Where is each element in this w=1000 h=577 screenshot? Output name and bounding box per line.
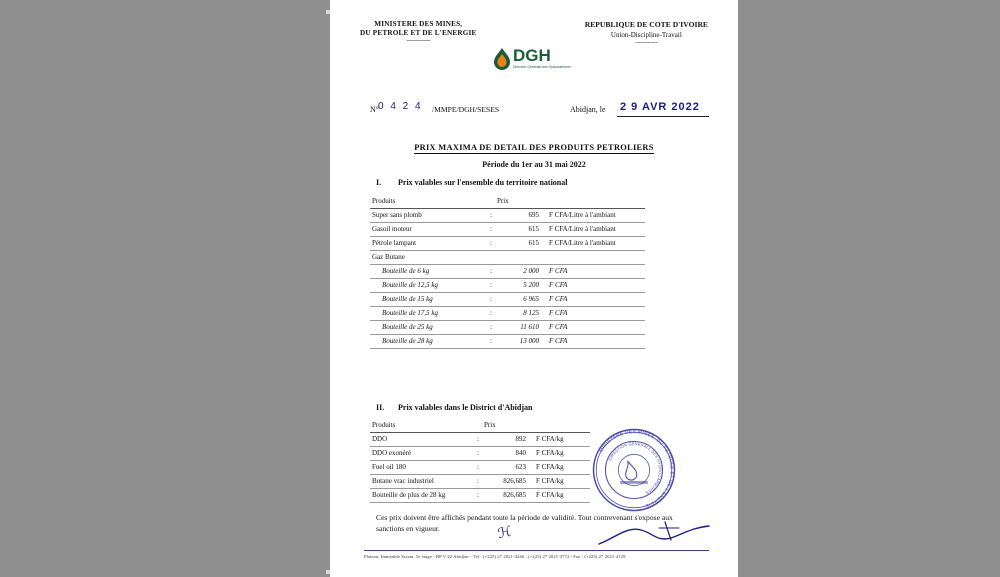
row-colon: : (472, 461, 484, 475)
row-value: 826,685 (484, 475, 532, 489)
col-header-product: Produits (370, 195, 485, 209)
document-page (330, 0, 738, 577)
row-colon: : (485, 209, 497, 223)
row-unit: F CFA (545, 307, 645, 321)
row-unit: F CFA/Litre à l'ambiant (545, 223, 645, 237)
row-value: 623 (484, 461, 532, 475)
document-title: PRIX MAXIMA DE DETAIL DES PRODUITS PETROLIERS (414, 143, 654, 152)
row-value: 2 000 (497, 265, 545, 279)
dgh-logo-wrap (330, 46, 738, 76)
row-product: Gaz Butane (370, 251, 485, 265)
table-header-row (370, 195, 645, 209)
row-unit: F CFA (545, 265, 645, 279)
row-value: 8 125 (497, 307, 545, 321)
row-product: DDO (370, 433, 472, 447)
table-row (370, 209, 645, 223)
reference-number: 0 4 2 4 (378, 101, 423, 112)
republic-block (585, 20, 708, 47)
row-unit: F CFA/kg (532, 433, 590, 447)
row-unit: F CFA (545, 335, 645, 349)
row-product: Bouteille de plus de 28 kg (370, 489, 472, 503)
table-row (370, 447, 590, 461)
row-product: Super sans plomb (370, 209, 485, 223)
section-1-heading: Prix valables sur l'ensemble du territoire national (398, 178, 568, 187)
row-product: Gasoil moteur (370, 223, 485, 237)
row-product: Bouteille de 17,5 kg (370, 307, 485, 321)
initials-signature: ℋ (496, 524, 514, 543)
table-row (370, 279, 645, 293)
row-unit: F CFA (545, 293, 645, 307)
row-colon: : (485, 293, 497, 307)
row-unit: F CFA/kg (532, 461, 590, 475)
row-product: Bouteille de 12,5 kg (370, 279, 485, 293)
validity-note: Ces prix doivent être affichés pendant toute la période de validité. Tout contrevenant s'expose aux sanctions en vigueur. (376, 513, 673, 533)
republic-separator: ------------- (635, 40, 658, 46)
row-product: Butane vrac industriel (370, 475, 472, 489)
table-row (370, 237, 645, 251)
reference-line (370, 101, 700, 123)
row-unit: F CFA/kg (532, 447, 590, 461)
row-colon: : (485, 237, 497, 251)
table-row (370, 251, 645, 265)
row-value (497, 251, 545, 265)
row-colon: : (472, 447, 484, 461)
table-row (370, 321, 645, 335)
row-colon: : (472, 475, 484, 489)
svg-text:MINISTERE DES MINES, DU PETROL: MINISTERE DES MINES, DU PETROLE ET DE L'ENERGIE (598, 429, 675, 509)
row-unit: F CFA (545, 279, 645, 293)
reference-prefix: N° (370, 105, 379, 114)
row-unit: F CFA (545, 321, 645, 335)
row-value: 615 (497, 223, 545, 237)
official-stamp-icon (588, 424, 680, 516)
row-colon: : (485, 223, 497, 237)
flame-drop-icon (493, 48, 511, 70)
row-product: Bouteille de 6 kg (370, 265, 485, 279)
section-1-number: I. (376, 178, 382, 187)
table-row (370, 335, 645, 349)
date-stamp: 2 9 AVR 2022 (620, 101, 700, 113)
row-value: 615 (497, 237, 545, 251)
ministry-line-1: MINISTERE DES MINES, (374, 20, 463, 28)
reference-suffix: /MMPE/DGH/SESES (432, 105, 500, 114)
col-header-product: Produits (370, 419, 472, 433)
row-colon: : (485, 279, 497, 293)
validity-period: Période du 1er au 31 mai 2022 (482, 160, 586, 169)
row-unit (545, 251, 645, 265)
table-row (370, 293, 645, 307)
table-row (370, 223, 645, 237)
svg-text:DIRECTION GENERALE DES HYDROCA: DIRECTION GENERALE DES HYDROCARBURES (608, 442, 662, 495)
row-colon: : (485, 265, 497, 279)
row-colon (485, 251, 497, 265)
row-product: Pétrole lampant (370, 237, 485, 251)
page-right-margin (738, 0, 1000, 577)
logo-subtitle: Direction Générale des Hydrocarbures (513, 65, 571, 69)
document-header (330, 20, 738, 47)
row-colon: : (472, 433, 484, 447)
abidjan-prices (370, 419, 590, 503)
row-colon: : (485, 307, 497, 321)
row-product: Bouteille de 25 kg (370, 321, 485, 335)
col-header-price: Prix (497, 195, 545, 209)
footer-rule (364, 550, 709, 551)
footer-address: Plateau, Immeuble Sciam, 5e étage - BP V 42 Abidjan - Tél : (+225) 27 2021-4246 ; (+225) 27 2021-3772 / Fax : (+225) 27 2021-4129 (364, 554, 626, 559)
col-header-price: Prix (484, 419, 532, 433)
logo-acronym: DGH (513, 46, 551, 65)
table-row (370, 489, 590, 503)
row-colon: : (485, 335, 497, 349)
row-value: 695 (497, 209, 545, 223)
ministry-block (360, 20, 477, 47)
table-header-row (370, 419, 590, 433)
republic-motto: Union-Discipline-Travail (610, 31, 682, 39)
ministry-separator: -------------- (406, 38, 431, 44)
dgh-logo (491, 46, 577, 76)
row-colon: : (472, 489, 484, 503)
row-value: 826,685 (484, 489, 532, 503)
table-row (370, 307, 645, 321)
page-left-margin (0, 0, 330, 577)
ministry-line-2: DU PETROLE ET DE L'ENERGIE (360, 29, 477, 37)
row-value: 840 (484, 447, 532, 461)
row-colon: : (485, 321, 497, 335)
row-value: 892 (484, 433, 532, 447)
table-row (370, 433, 590, 447)
table-row (370, 265, 645, 279)
section-2-heading: Prix valables dans le District d'Abidjan (398, 403, 533, 412)
row-product: Bouteille de 28 kg (370, 335, 485, 349)
date-underline (617, 116, 709, 117)
republic-line-1: REPUBLIQUE DE COTE D'IVOIRE (584, 20, 708, 29)
table-row (370, 475, 590, 489)
row-unit: F CFA/Litre à l'ambiant (545, 209, 645, 223)
row-unit: F CFA/kg (532, 489, 590, 503)
section-2-number: II. (376, 403, 385, 412)
row-product: Fuel oil 180 (370, 461, 472, 475)
row-product: DDO exonéré (370, 447, 472, 461)
row-unit: F CFA/Litre à l'ambiant (545, 237, 645, 251)
table-row (370, 461, 590, 475)
row-product: Bouteille de 15 kg (370, 293, 485, 307)
section-heading-1 (376, 178, 567, 187)
row-value: 13 000 (497, 335, 545, 349)
row-value: 11 610 (497, 321, 545, 335)
row-value: 5 200 (497, 279, 545, 293)
section-heading-2 (376, 403, 532, 412)
row-value: 6 965 (497, 293, 545, 307)
place-date-label: Abidjan, le (570, 105, 606, 114)
row-unit: F CFA/kg (532, 475, 590, 489)
national-prices (370, 195, 645, 349)
signature-icon (595, 520, 715, 550)
